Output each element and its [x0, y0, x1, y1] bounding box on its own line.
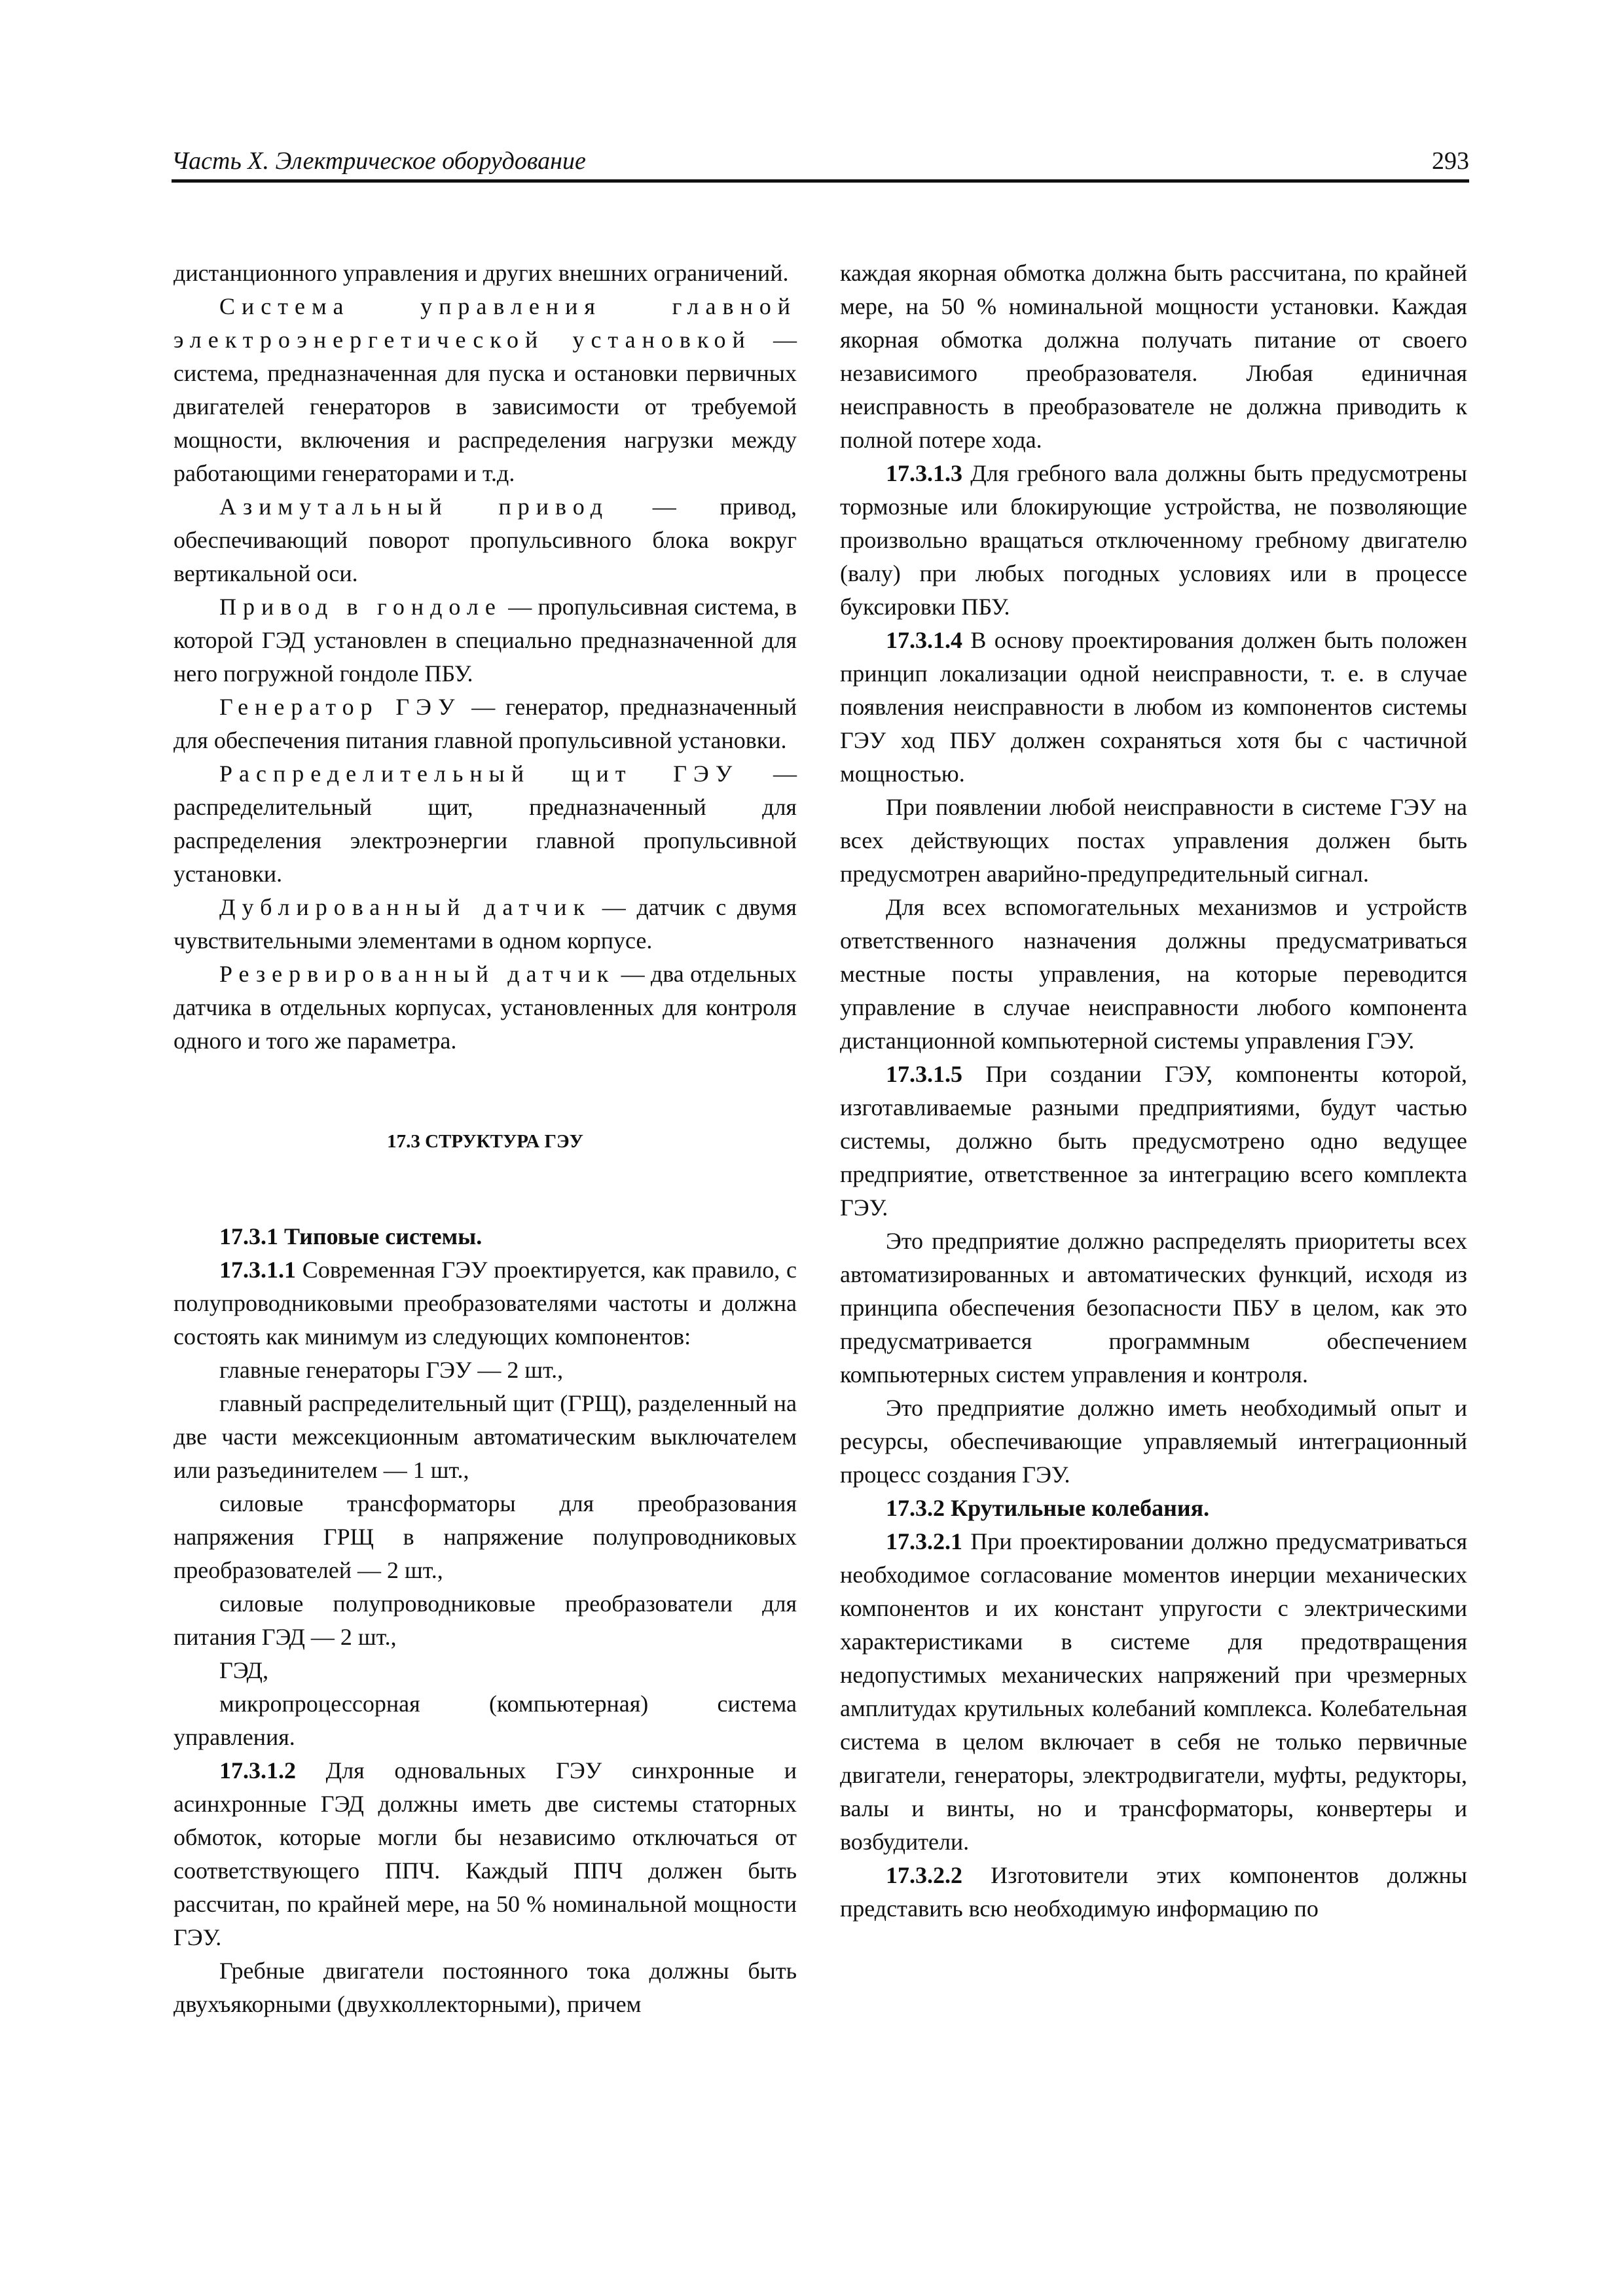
paragraph: [840, 1525, 1467, 1859]
clause-text: При проектировании должно предусматриваться необходимое согласование моментов инерции механических компонентов и их констант упругости с электрическими характеристиками в системе для предотвращения недопустимых механических напряжений при чрезмерных амплитудах крутильных колебаний комплекса. Колебательная система в целом включает в себя не только первичные двигатели, генераторы, электродвигатели, муфты, редукторы, валы и винты, но и трансформаторы, конвертеры и возбудители.: [840, 1528, 1467, 1855]
definition-text: — привод, обеспечивающий поворот пропульсивного блока вокруг вертикальной оси.: [173, 493, 797, 586]
definition-term: Резервированный датчик: [219, 961, 615, 987]
paragraph: [840, 457, 1467, 624]
definition-term: Привод в гондоле: [219, 594, 502, 620]
definition-text: — генератор, предназначенный для обеспечения питания главной пропульсивной установки.: [173, 694, 797, 753]
paragraph: Это предприятие должно иметь необходимый опыт и ресурсы, обеспечивающие управляемый интеграционный процесс создания ГЭУ.: [840, 1395, 1467, 1488]
subsection-heading: 17.3.2 Крутильные колебания.: [886, 1495, 1210, 1521]
definition-term: Распределительный щит ГЭУ: [219, 761, 739, 787]
paragraph: Это предприятие должно распределять приоритеты всех автоматизированных и автоматических функций, исходя из принципа обеспечения безопасности ПБУ в целом, как это предусматривается программным обеспечением компьютерных систем управления и контроля.: [840, 1228, 1467, 1388]
definition-text: — распределительный щит, предназначенный для распределения электроэнергии главной пропульсивной установки.: [173, 761, 797, 887]
right-column: [840, 257, 1467, 1926]
list-item: силовые трансформаторы для преобразования напряжения ГРЩ в напряжение полупроводниковых преобразователей — 2 шт.,: [173, 1490, 797, 1583]
clause-number: 17.3.1.5: [886, 1061, 962, 1087]
clause-number: 17.3.1.1: [219, 1257, 296, 1283]
definition-text: — датчик с двумя чувствительными элементами в одном корпусе.: [173, 894, 797, 954]
clause-text: В основу проектирования должен быть положен принцип локализации одной неисправности, т. е. в случае появления неисправности в любом из компонентов системы ГЭУ ход ПБУ должен сохраняться хотя бы с частичной мощностью.: [840, 627, 1467, 787]
clause-number: 17.3.1.4: [886, 627, 962, 653]
definition-term: Генератор ГЭУ: [219, 694, 462, 720]
list-item: микропроцессорная (компьютерная) система управления.: [173, 1691, 797, 1750]
definition: [173, 490, 797, 590]
paragraph: [840, 1859, 1467, 1926]
clause-text: Для гребного вала должны быть предусмотрены тормозные или блокирующие устройства, не позволяющие произвольно вращаться отключенному гребному двигателю (валу) при любых погодных условиях или в процессе буксировки ПБУ.: [840, 460, 1467, 620]
definition-text: — два отдельных датчика в отдельных корпусах, установленных для контроля одного и того же параметра.: [173, 961, 797, 1054]
definition: [173, 891, 797, 958]
definition-term: Азимутальный привод: [219, 493, 610, 520]
definition: [173, 691, 797, 757]
paragraph: дистанционного управления и других внешних ограничений.: [173, 260, 789, 286]
list-item: главные генераторы ГЭУ — 2 шт.,: [219, 1357, 564, 1383]
clause-number: 17.3.1.2: [219, 1757, 296, 1784]
left-column: [173, 257, 797, 2021]
definition: [173, 590, 797, 691]
paragraph: Гребные двигатели постоянного тока должны быть двухъякорными (двухколлекторными), причем: [173, 1958, 797, 2017]
clause-number: 17.3.2.2: [886, 1862, 962, 1888]
definition: [173, 290, 797, 490]
paragraph: При появлении любой неисправности в системе ГЭУ на всех действующих постах управления должен быть предусмотрен аварийно-предупредительный сигнал.: [840, 794, 1467, 887]
definition-text: — система, предназначенная для пуска и остановки первичных двигателей генераторов в зависимости от требуемой мощности, включения и распределения нагрузки между работающими генераторами и т.д.: [173, 327, 797, 486]
clause-text: Изготовители этих компонентов должны представить всю необходимую информацию по: [840, 1862, 1467, 1922]
clause-number: 17.3.2.1: [886, 1528, 962, 1554]
paragraph: каждая якорная обмотка должна быть рассчитана, по крайней мере, на 50 % номинальной мощности установки. Каждая якорная обмотка должна получать питание от своего независимого преобразователя. Любая единичная неисправность в преобразователе не должна приводить к полной потере хода.: [840, 260, 1467, 453]
paragraph: [840, 1058, 1467, 1225]
definition-term: Дублированный датчик: [219, 894, 591, 920]
subsection-heading: 17.3.1 Типовые системы.: [219, 1223, 483, 1249]
paragraph: Для всех вспомогательных механизмов и устройств ответственного назначения должны предусматриваться местные посты управления, на которые переводится управление в случае неисправности любого компонента дистанционной компьютерной системы управления ГЭУ.: [840, 894, 1467, 1054]
clause-number: 17.3.1.3: [886, 460, 962, 486]
paragraph: [173, 1253, 797, 1354]
header-title: Часть X. Электрическое оборудование: [172, 147, 586, 175]
clause-text: Для одновальных ГЭУ синхронные и асинхронные ГЭД должны иметь две системы статорных обмоток, которые могли бы независимо отключаться от соответствующего ППЧ. Каждый ППЧ должен быть рассчитан, по крайней мере, на 50 % номинальной мощности ГЭУ.: [173, 1757, 797, 1950]
page-number: 293: [1432, 147, 1469, 175]
definition: [173, 958, 797, 1058]
paragraph: [173, 1754, 797, 1954]
list-item: главный распределительный щит (ГРЩ), разделенный на две части межсекционным автоматическим выключателем или разъединителем — 1 шт.,: [173, 1390, 797, 1483]
definition-text: — пропульсивная система, в которой ГЭД установлен в специально предназначенной для него погружной гондоле ПБУ.: [173, 594, 797, 687]
definition: [173, 757, 797, 891]
section-title: 17.3 СТРУКТУРА ГЭУ: [387, 1131, 583, 1152]
clause-text: Современная ГЭУ проектируется, как правило, с полупроводниковыми преобразователями частоты и должна состоять как минимум из следующих компонентов:: [173, 1257, 797, 1350]
running-header: [172, 140, 1469, 183]
definition-term: Система управления главной электроэнергетической установкой: [173, 293, 797, 353]
list-item: силовые полупроводниковые преобразователи для питания ГЭД — 2 шт.,: [173, 1590, 797, 1650]
clause-text: При создании ГЭУ, компоненты которой, изготавливаемые разными предприятиями, будут частью системы, должно быть предусмотрено одно ведущее предприятие, ответственное за интеграцию всего комплекта ГЭУ.: [840, 1061, 1467, 1221]
list-item: ГЭД,: [219, 1657, 269, 1683]
paragraph: [840, 624, 1467, 791]
